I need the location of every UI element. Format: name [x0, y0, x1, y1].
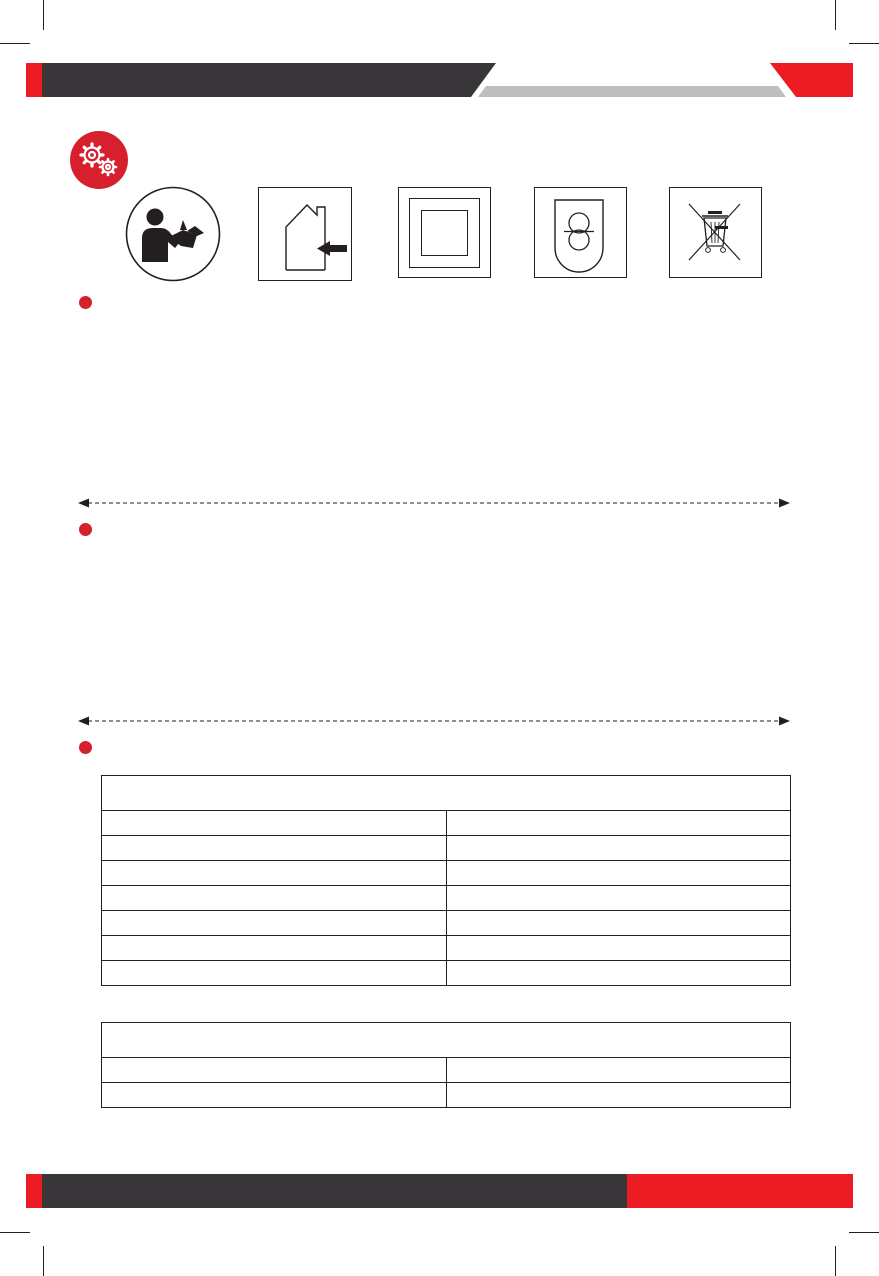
footer-bar — [26, 1174, 853, 1208]
table-cell — [446, 1058, 791, 1083]
section-3-bullet — [79, 741, 92, 754]
spec-table-2 — [101, 1022, 791, 1108]
gears-icon — [70, 131, 128, 189]
table-row — [102, 861, 791, 886]
table-row — [102, 961, 791, 986]
table-header-cell — [102, 776, 791, 811]
double-insulation-icon — [398, 187, 491, 278]
table-cell — [102, 1058, 447, 1083]
table-cell — [446, 911, 791, 936]
table-cell — [102, 1083, 447, 1108]
table-row — [102, 811, 791, 836]
table-cell — [446, 836, 791, 861]
table-cell — [446, 886, 791, 911]
safety-transformer-icon — [534, 187, 627, 278]
table-row — [102, 836, 791, 861]
section-divider — [78, 497, 790, 509]
table-cell — [102, 811, 447, 836]
table-cell — [446, 811, 791, 836]
crop-mark — [849, 1232, 879, 1233]
table-row — [102, 1058, 791, 1083]
footer-red-tab — [26, 1174, 42, 1208]
table-cell — [446, 936, 791, 961]
crop-mark — [835, 0, 836, 30]
section-1-bullet — [79, 296, 92, 309]
spec-table-1 — [101, 775, 791, 986]
table-cell — [102, 936, 447, 961]
indoor-use-icon — [258, 187, 352, 281]
crop-mark — [43, 0, 44, 30]
footer-left-text — [42, 1184, 52, 1198]
table-row — [102, 936, 791, 961]
crop-mark — [835, 1246, 836, 1276]
table-header-row — [102, 776, 791, 811]
table-cell — [446, 961, 791, 986]
table-row — [102, 886, 791, 911]
table-header-cell — [102, 1023, 791, 1058]
read-manual-icon — [125, 186, 221, 282]
crop-mark — [0, 1232, 30, 1233]
table-row — [102, 1083, 791, 1108]
footer-red-band — [627, 1174, 853, 1208]
table-header-row — [102, 1023, 791, 1058]
inner-square — [421, 210, 468, 256]
table-cell — [102, 961, 447, 986]
crop-mark — [0, 43, 30, 44]
table-cell — [102, 836, 447, 861]
section-2-bullet — [79, 523, 92, 536]
table-cell — [102, 886, 447, 911]
header-bar — [0, 60, 879, 100]
table-row — [102, 911, 791, 936]
table-cell — [102, 911, 447, 936]
weee-disposal-icon — [669, 187, 762, 278]
section-divider — [78, 715, 790, 727]
crop-mark — [849, 43, 879, 44]
crop-mark — [43, 1246, 44, 1276]
footer-dark-band — [42, 1174, 627, 1208]
footer-right-text — [627, 1184, 637, 1198]
table-cell — [102, 861, 447, 886]
table-cell — [446, 861, 791, 886]
table-cell — [446, 1083, 791, 1108]
